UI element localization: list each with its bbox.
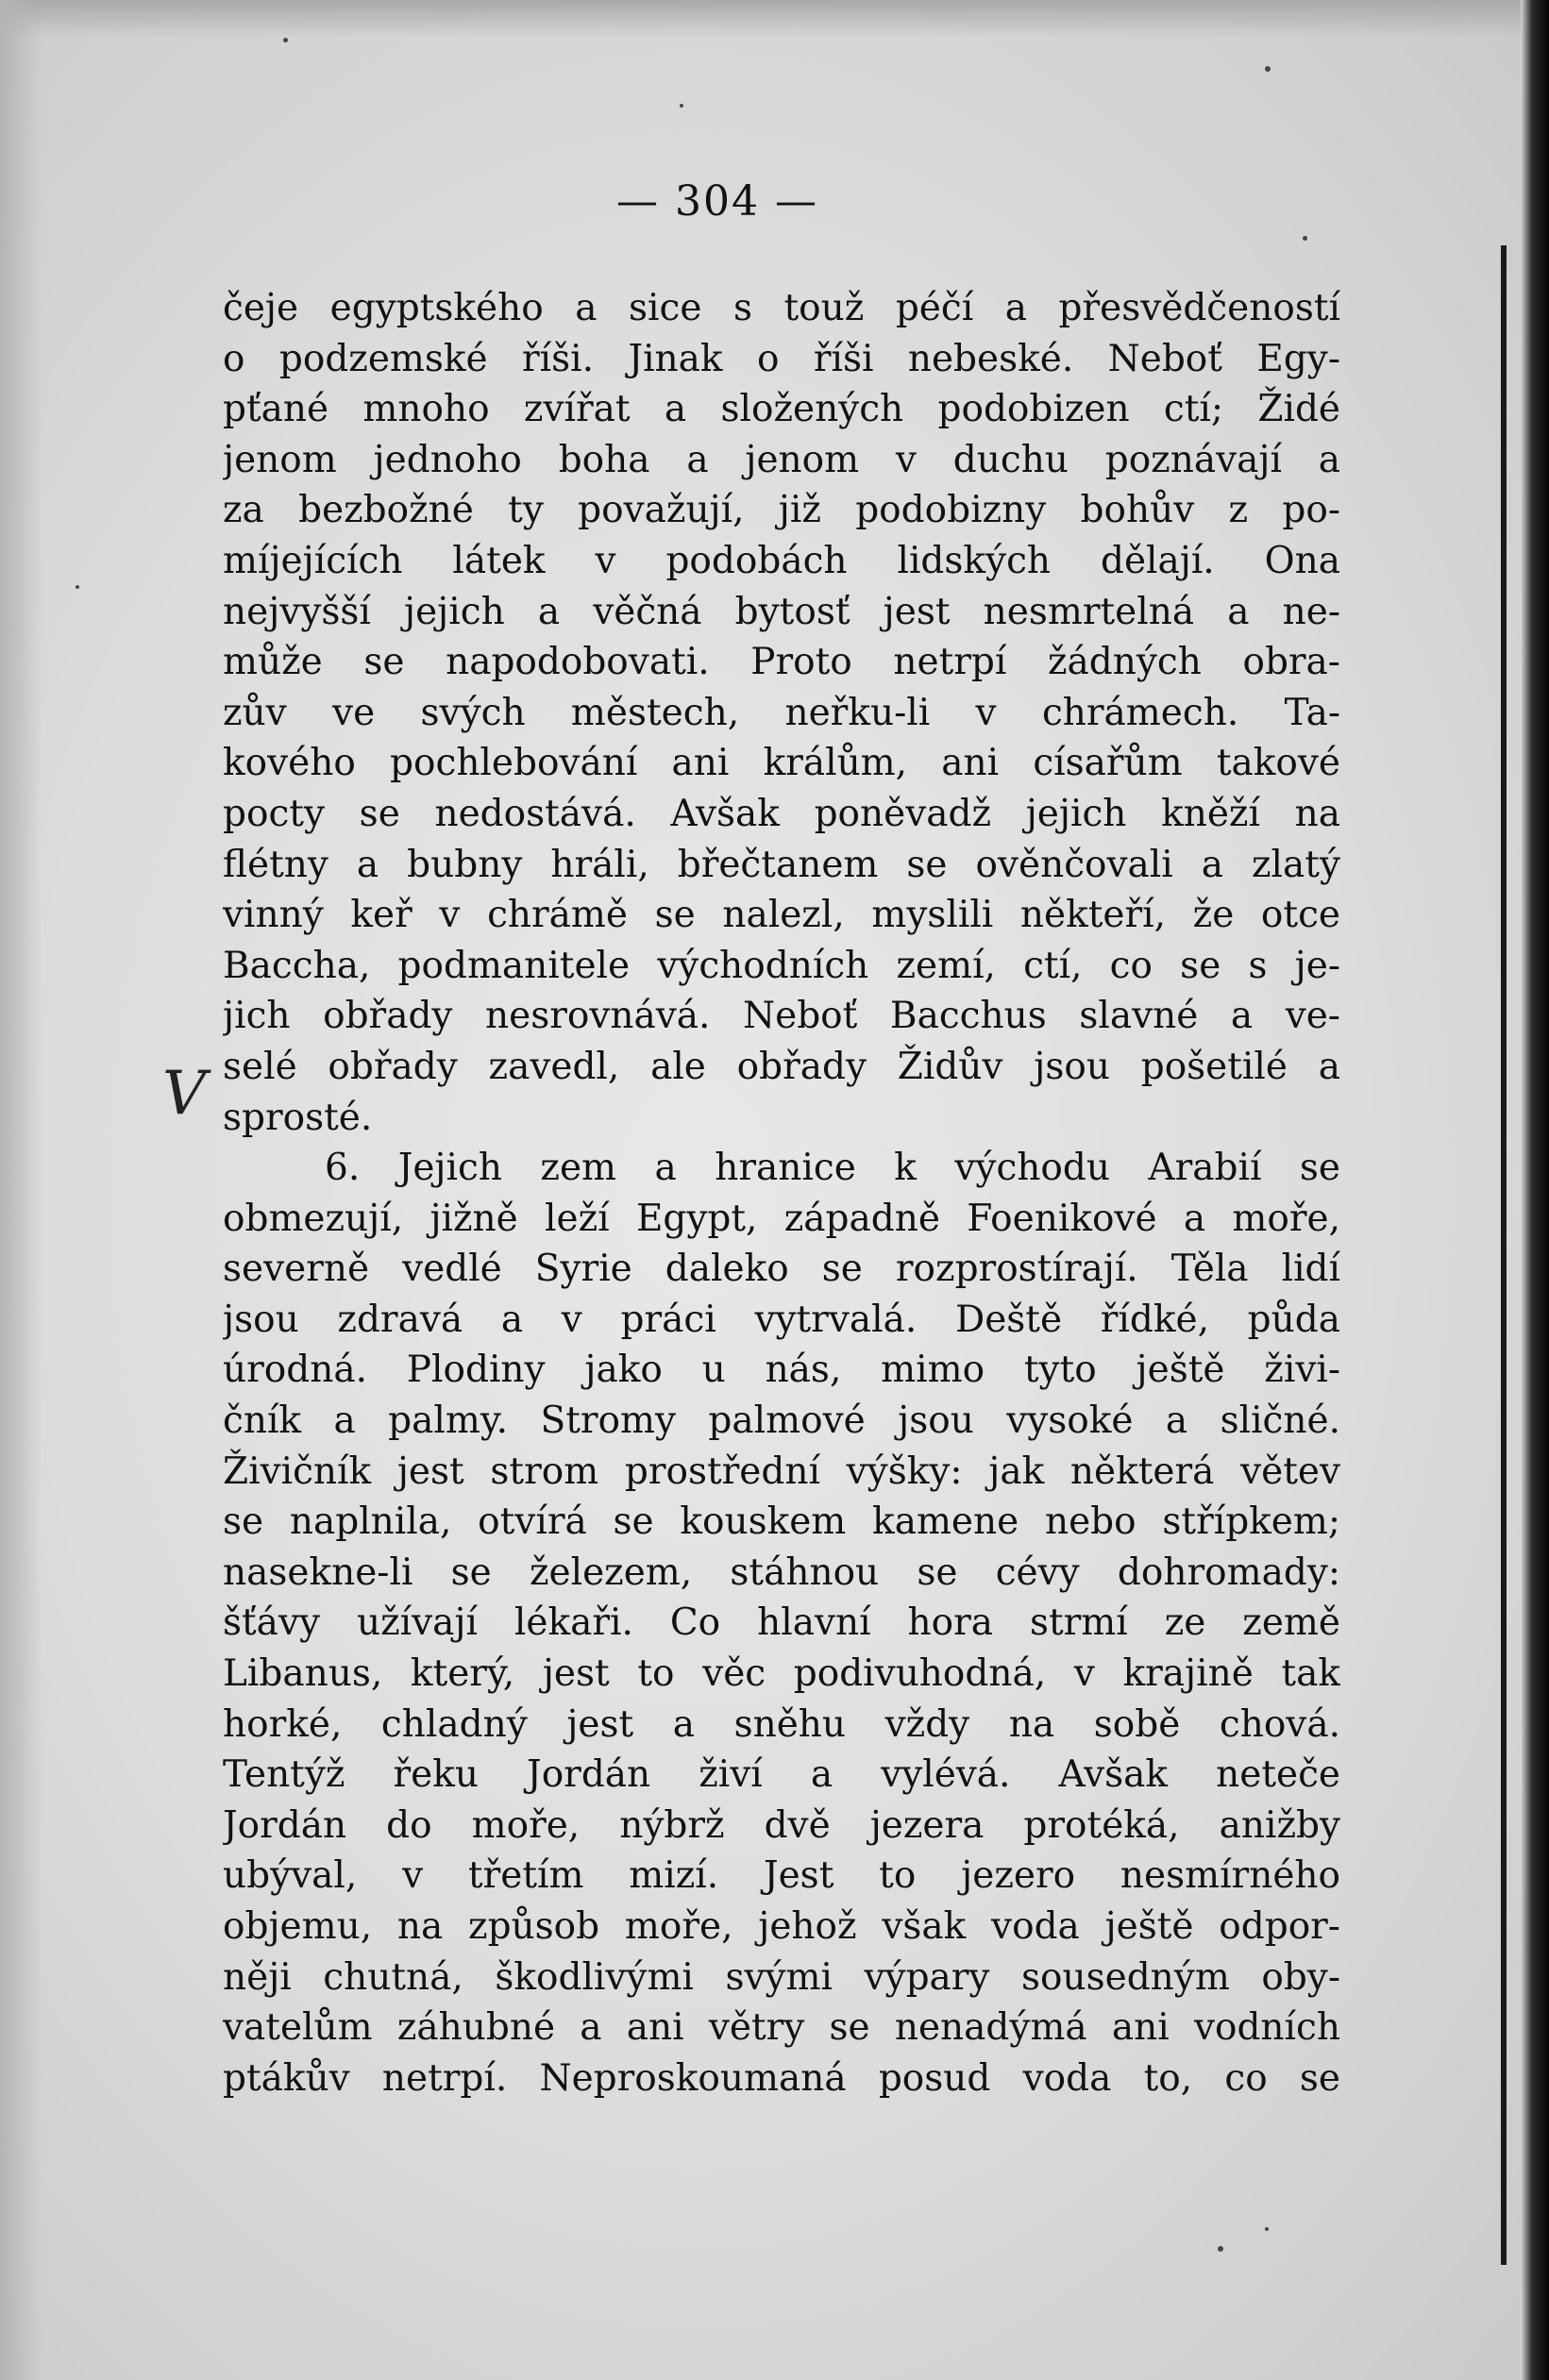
text-line: Jordán do moře, nýbrž dvě jezera protéká, anižby xyxy=(223,1803,1340,1847)
text-line: vatelům záhubné a ani větry se nenadýmá ani vodních xyxy=(223,2006,1340,2050)
text-line: ubýval, v třetím mizí. Jest to jezero nesmírného xyxy=(223,1854,1340,1898)
page-top-shadow xyxy=(0,0,1549,38)
text-line: může se napodobovati. Proto netrpí žádných obra- xyxy=(223,641,1340,684)
text-line: nasekne-li se železem, stáhnou se cévy dohromady: xyxy=(223,1550,1340,1594)
text-line: 6. Jejich zem a hranice k východu Arabií se xyxy=(325,1147,1340,1190)
text-line: Živičník jest strom prostřední výšky: jak některá větev xyxy=(223,1450,1340,1493)
text-line: za bezbožné ty považují, již podobizny bohův z po- xyxy=(223,489,1340,532)
text-line: flétny a bubny hráli, břečtanem se ověnčovali a zlatý xyxy=(223,843,1340,886)
margin-check-mark: V xyxy=(162,1059,207,1129)
body-text xyxy=(223,283,1340,2103)
text-line: Baccha, podmanitele východních zemí, ctí, co se s je- xyxy=(223,944,1340,987)
text-line: zův ve svých městech, neřku-li v chrámech. Ta- xyxy=(223,691,1340,734)
binding-line xyxy=(1501,245,1507,2265)
text-line: nejvyšší jejich a věčná bytosť jest nesmrtelná a ne- xyxy=(223,590,1340,633)
text-line: čník a palmy. Stromy palmové jsou vysoké a sličné. xyxy=(223,1400,1340,1443)
text-line: pťané mnoho zvířat a složených podobizen ctí; Židé xyxy=(223,388,1340,431)
page-number: — 304 — xyxy=(616,177,818,226)
scan-speck xyxy=(1218,2246,1223,2252)
page-left-shadow xyxy=(0,0,42,2380)
text-line: obmezují, jižně leží Egypt, západně Foenikové a moře, xyxy=(223,1197,1340,1240)
text-line: úrodná. Plodiny jako u nás, mimo tyto ještě živi- xyxy=(223,1349,1340,1392)
text-line: vinný keř v chrámě se nalezl, myslili někteří, že otce xyxy=(223,894,1340,937)
scan-speck xyxy=(1265,66,1271,72)
scan-speck xyxy=(76,585,79,589)
text-line: o podzemské říši. Jinak o říši nebeské. Neboť Egy- xyxy=(223,337,1340,380)
scan-speck xyxy=(1303,236,1307,241)
scan-speck xyxy=(1265,2227,1269,2231)
text-line: Libanus, který, jest to věc podivuhodná, v krajině tak xyxy=(223,1652,1340,1696)
text-line: sprosté. xyxy=(223,1096,373,1139)
text-line: se naplnila, otvírá se kouskem kamene nebo střípkem; xyxy=(223,1500,1340,1544)
text-line: Tentýž řeku Jordán živí a vylévá. Avšak neteče xyxy=(223,1753,1340,1797)
text-line: jsou zdravá a v práci vytrvalá. Deště řídké, půda xyxy=(223,1298,1340,1341)
text-line: severně vedlé Syrie daleko se rozprostírají. Těla lidí xyxy=(223,1248,1340,1291)
text-line: objemu, na způsob moře, jehož však voda ještě odpor- xyxy=(223,1905,1340,1948)
text-line: selé obřady zavedl, ale obřady Židův jsou pošetilé a xyxy=(223,1045,1340,1088)
text-line: jich obřady nesrovnává. Neboť Bacchus slavné a ve- xyxy=(223,995,1340,1038)
text-line: čeje egyptského a sice s touž péčí a přesvědčeností xyxy=(223,287,1340,329)
page-right-edge xyxy=(1521,0,1549,2380)
text-line: míjejících látek v podobách lidských dělají. Ona xyxy=(223,539,1340,582)
text-line: kového pochlebování ani králům, ani císařům takové xyxy=(223,742,1340,785)
scan-speck xyxy=(680,104,683,108)
text-line: jenom jednoho boha a jenom v duchu poznávají a xyxy=(223,438,1340,481)
scan-speck xyxy=(283,38,288,42)
text-line: pocty se nedostává. Avšak poněvadž jejich kněží na xyxy=(223,792,1340,835)
text-line: ptákův netrpí. Neproskoumaná posud voda to, co se xyxy=(223,2056,1340,2100)
text-line: horké, chladný jest a sněhu vždy na sobě chová. xyxy=(223,1702,1340,1746)
text-line: něji chutná, škodlivými svými výpary sousedným oby- xyxy=(223,1955,1340,1999)
text-line: šťávy užívají lékaři. Co hlavní hora strmí ze země xyxy=(223,1601,1340,1645)
